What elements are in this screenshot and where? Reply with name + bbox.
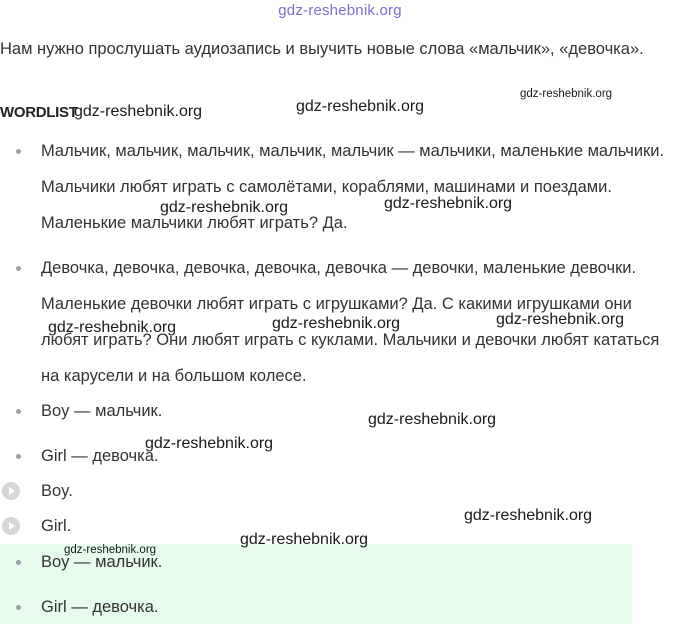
site-header-link[interactable]: gdz-reshebnik.org <box>278 2 402 19</box>
watermark: gdz-reshebnik.org <box>464 507 593 524</box>
bullet-dot <box>16 454 21 459</box>
watermark: gdz-reshebnik.org <box>48 319 177 336</box>
bullet-dot <box>16 605 21 610</box>
watermark: gdz-reshebnik.org <box>272 315 401 332</box>
watermark: gdz-reshebnik.org <box>160 199 289 216</box>
bullet-dot <box>16 560 21 565</box>
intro-text: Нам нужно прослушать аудиозапись и выучить новые слова «мальчик», «девочка». <box>0 40 644 58</box>
play-icon[interactable] <box>2 482 20 500</box>
watermark: gdz-reshebnik.org <box>145 435 274 452</box>
wordlist-item-boy-translation: Boy — мальчик. <box>41 402 163 420</box>
wordlist-item-girl-text: Девочка, девочка, девочка, девочка, девочка — девочки, маленькие девочки. Маленькие девочки любят играть с игрушками? Да. С какими игрушками они любят играть? Они любят играть с куклами. Мальчики и девочки любят кататься на карусели и на большом колесе. <box>41 259 660 385</box>
watermark: gdz-reshebnik.org <box>496 311 625 328</box>
watermark: gdz-reshebnik.org <box>64 544 157 556</box>
watermark: gdz-reshebnik.org <box>296 98 425 115</box>
audio-item-girl: Girl. <box>41 517 72 535</box>
bullet-dot <box>16 266 21 271</box>
wordlist-item-boy-text: Мальчик, мальчик, мальчик, мальчик, мальчик — мальчики, маленькие мальчики. Мальчики любят играть с самолётами, кораблями, машинами и поездами. Маленькие мальчики любят играть? Да. <box>41 142 665 232</box>
watermark: gdz-reshebnik.org <box>368 411 497 428</box>
wordlist-item-girl-translation: Girl — девочка. <box>41 447 159 465</box>
answer-item-girl: Girl — девочка. <box>41 598 159 616</box>
bullet-dot <box>16 409 21 414</box>
watermark: gdz-reshebnik.org <box>74 103 203 120</box>
watermark: gdz-reshebnik.org <box>240 531 369 548</box>
watermark: gdz-reshebnik.org <box>384 195 513 212</box>
bullet-dot <box>16 149 21 154</box>
watermark: gdz-reshebnik.org <box>520 88 613 100</box>
audio-item-boy: Boy. <box>41 482 73 500</box>
wordlist-title: WORDLIST <box>0 104 78 121</box>
play-icon[interactable] <box>2 517 20 535</box>
answer-item-boy: Boy — мальчик. <box>41 553 163 571</box>
